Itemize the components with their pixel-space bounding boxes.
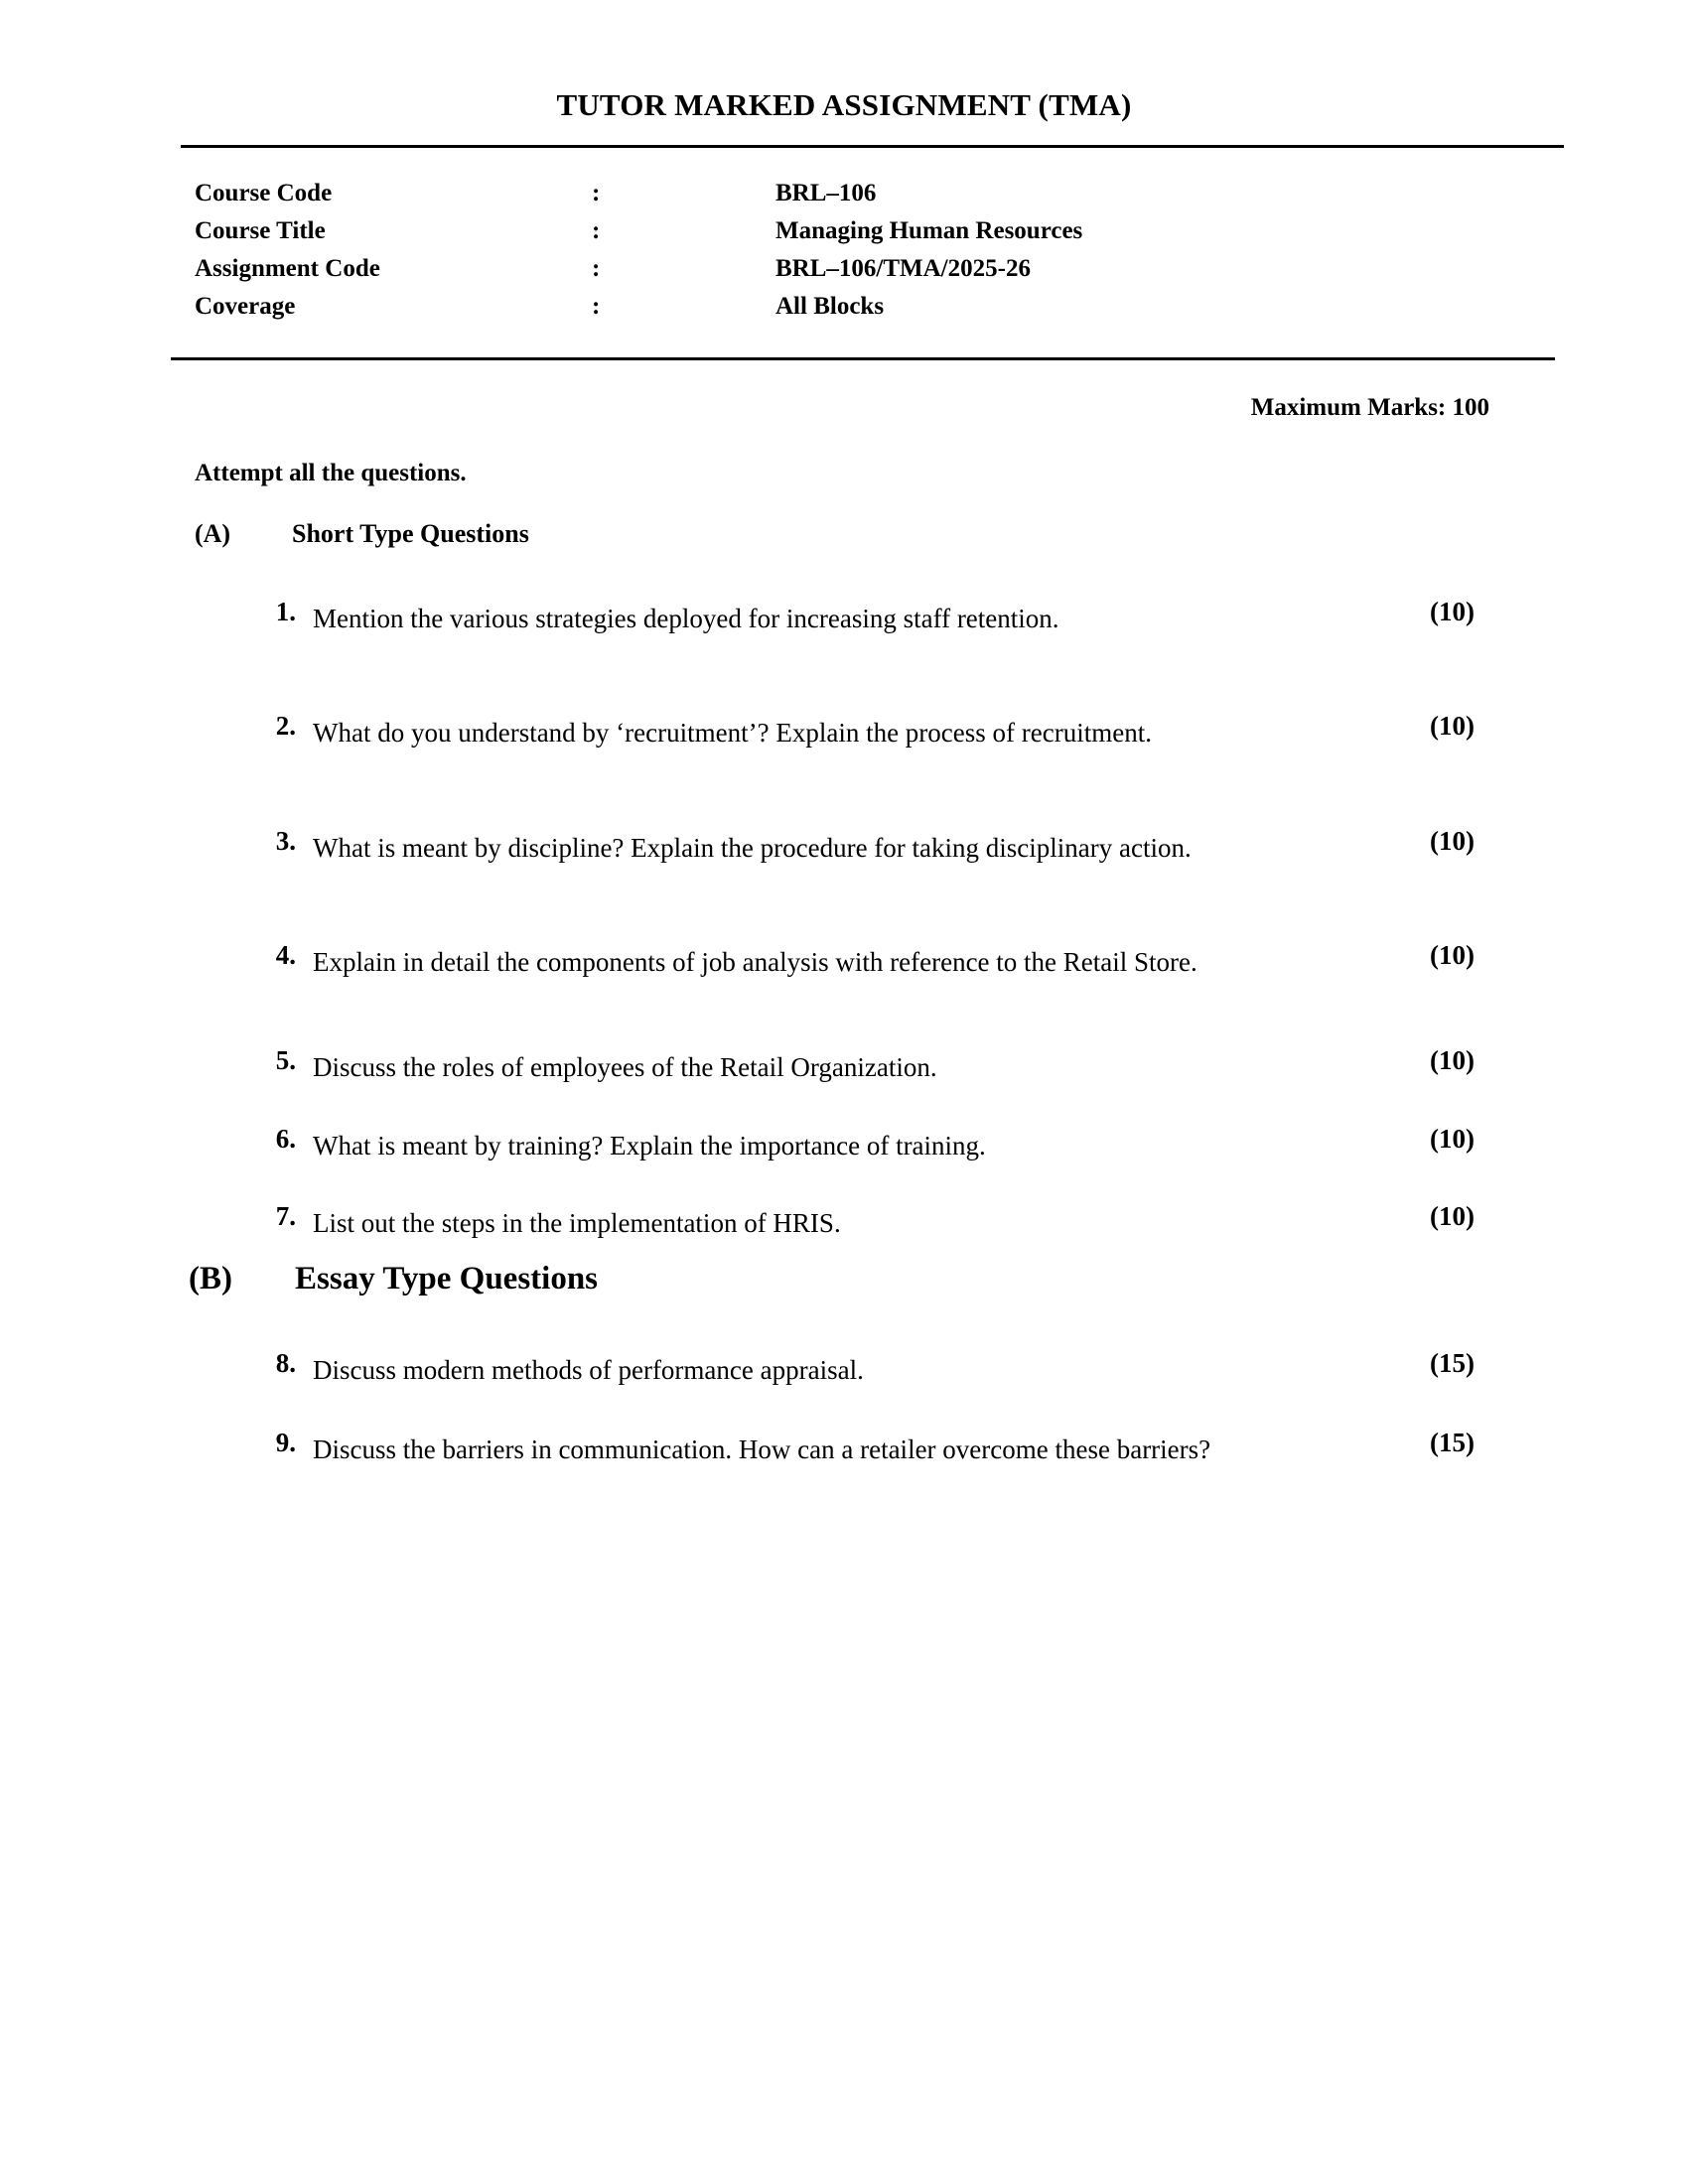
question-marks: (15) (1430, 1348, 1475, 1378)
question-marks: (10) (1430, 1124, 1475, 1154)
meta-value: All Blocks (775, 293, 885, 320)
meta-colon: : (592, 217, 601, 244)
meta-label: Coverage (195, 293, 296, 320)
question-number: 9. (275, 1428, 296, 1457)
course-meta-table (195, 175, 1082, 326)
question-marks: (10) (1430, 1045, 1475, 1075)
question-marks: (10) (1430, 826, 1475, 856)
section-title: Essay Type Questions (295, 1261, 599, 1297)
meta-row-coverage (195, 288, 1082, 326)
question-text: Mention the various strategies deployed for increasing staff retention. (313, 604, 1059, 633)
section-letter: (A) (195, 519, 231, 548)
meta-row-course-code (195, 175, 1082, 212)
meta-value: BRL–106/TMA/2025-26 (775, 255, 1031, 282)
question-text: What is meant by training? Explain the importance of training. (313, 1131, 986, 1160)
question-marks: (10) (1430, 711, 1475, 741)
meta-row-assignment-code (195, 250, 1082, 288)
question-marks: (10) (1430, 940, 1475, 970)
meta-colon: : (592, 180, 601, 206)
section-heading-b (189, 1261, 598, 1297)
question-text: Explain in detail the components of job analysis with reference to the Retail Store. (313, 947, 1197, 977)
meta-row-course-title (195, 212, 1082, 250)
instruction-text: Attempt all the questions. (195, 460, 467, 486)
meta-label: Course Title (195, 217, 326, 244)
question-number: 7. (275, 1201, 296, 1231)
page-title: TUTOR MARKED ASSIGNMENT (TMA) (556, 87, 1132, 122)
meta-value: BRL–106 (775, 180, 877, 206)
question-number: 6. (275, 1124, 296, 1154)
meta-value: Managing Human Resources (775, 217, 1083, 244)
meta-colon: : (592, 293, 601, 320)
question-text: Discuss the barriers in communication. How can a retailer overcome these barriers? (313, 1434, 1211, 1464)
question-number: 1. (275, 597, 296, 626)
question-number: 2. (275, 711, 296, 741)
question-text: List out the steps in the implementation of HRIS. (313, 1208, 841, 1238)
question-text: What do you understand by ‘recruitment’? Explain the process of recruitment. (313, 718, 1152, 748)
question-number: 8. (275, 1348, 296, 1378)
question-marks: (10) (1430, 597, 1475, 626)
meta-label: Course Code (195, 180, 333, 206)
section-title: Short Type Questions (292, 519, 529, 548)
meta-colon: : (592, 255, 601, 282)
question-number: 5. (275, 1045, 296, 1075)
question-number: 3. (275, 826, 296, 856)
maximum-marks: Maximum Marks: 100 (1250, 394, 1489, 421)
header-divider-top (181, 145, 1564, 148)
section-letter: (B) (189, 1261, 232, 1297)
header-divider-bottom (171, 357, 1555, 360)
question-text: What is meant by discipline? Explain the procedure for taking disciplinary action. (313, 833, 1192, 863)
section-heading-a (195, 519, 529, 549)
question-number: 4. (275, 940, 296, 970)
meta-label: Assignment Code (195, 255, 380, 282)
question-marks: (15) (1430, 1428, 1475, 1457)
question-text: Discuss the roles of employees of the Retail Organization. (313, 1052, 937, 1082)
question-marks: (10) (1430, 1201, 1475, 1231)
question-text: Discuss modern methods of performance appraisal. (313, 1355, 864, 1385)
